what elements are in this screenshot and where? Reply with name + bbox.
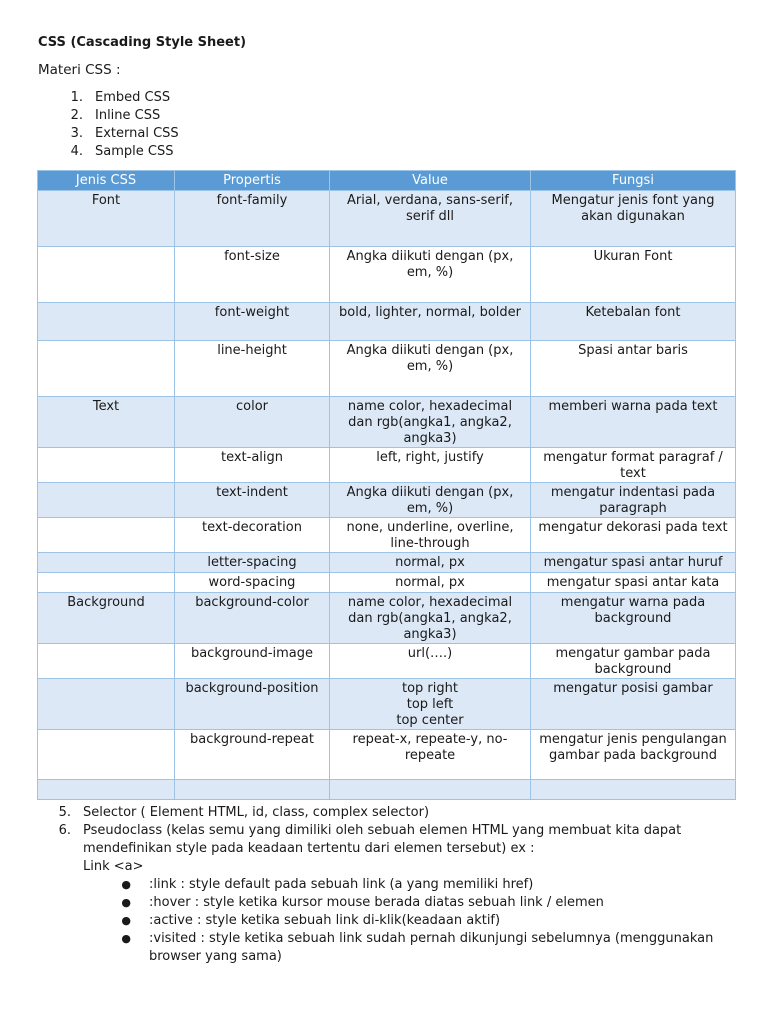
bullet-item bbox=[38, 876, 739, 894]
table-row bbox=[38, 448, 736, 483]
cell-jenis-css bbox=[38, 644, 175, 679]
cell-jenis-css bbox=[38, 553, 175, 573]
bullet-text: :visited : style ketika sebuah link sudah pernah dikunjungi sebelumnya (menggunakan browser yang sama) bbox=[149, 931, 714, 964]
css-properties-table bbox=[37, 170, 736, 800]
cell-jenis-css bbox=[38, 679, 175, 730]
cell-jenis-css bbox=[38, 518, 175, 553]
list-number: 4. bbox=[70, 144, 83, 159]
cell-jenis-css: Text bbox=[38, 397, 175, 448]
cell-propertis: color bbox=[175, 397, 330, 448]
cell-propertis: font-weight bbox=[175, 303, 330, 341]
bullet-icon: ● bbox=[121, 878, 131, 891]
cell-propertis: font-size bbox=[175, 247, 330, 303]
cell-fungsi: mengatur format paragraf / text bbox=[531, 448, 736, 483]
pseudoclass-list bbox=[38, 876, 739, 966]
cell-value: bold, lighter, normal, bolder bbox=[330, 303, 531, 341]
cell-jenis-css bbox=[38, 341, 175, 397]
table-row bbox=[38, 247, 736, 303]
list-number: 2. bbox=[70, 108, 83, 123]
table-row bbox=[38, 573, 736, 593]
cell-value: repeat-x, repeate-y, no-repeate bbox=[330, 730, 531, 780]
bullet-item bbox=[38, 930, 739, 966]
bullet-item bbox=[38, 894, 739, 912]
bullet-text: :link : style default pada sebuah link (a yang memiliki href) bbox=[149, 877, 534, 892]
list-number: 3. bbox=[70, 126, 83, 141]
materi-list bbox=[38, 89, 179, 161]
cell-fungsi: memberi warna pada text bbox=[531, 397, 736, 448]
cell-value: top right top left top center bbox=[330, 679, 531, 730]
cell-value: left, right, justify bbox=[330, 448, 531, 483]
intro-text: Materi CSS : bbox=[38, 62, 121, 78]
cell-fungsi: mengatur spasi antar huruf bbox=[531, 553, 736, 573]
list-text: Embed CSS bbox=[95, 90, 171, 105]
cell-fungsi: mengatur dekorasi pada text bbox=[531, 518, 736, 553]
cell-value: url(….) bbox=[330, 644, 531, 679]
cell-value: normal, px bbox=[330, 573, 531, 593]
cell-fungsi: mengatur gambar pada background bbox=[531, 644, 736, 679]
cell-fungsi: mengatur indentasi pada paragraph bbox=[531, 483, 736, 518]
cell-fungsi: Ketebalan font bbox=[531, 303, 736, 341]
list-item-5 bbox=[38, 804, 739, 822]
list-text: Sample CSS bbox=[95, 144, 174, 159]
table-row bbox=[38, 518, 736, 553]
cell-value: Arial, verdana, sans-serif, serif dll bbox=[330, 191, 531, 247]
cell-value bbox=[330, 780, 531, 800]
list-item-6 bbox=[38, 822, 739, 858]
list-item bbox=[38, 125, 179, 143]
cell-fungsi: mengatur spasi antar kata bbox=[531, 573, 736, 593]
bullet-text: :hover : style ketika kursor mouse berada diatas sebuah link / elemen bbox=[149, 895, 604, 910]
table-row bbox=[38, 191, 736, 247]
cell-fungsi: Ukuran Font bbox=[531, 247, 736, 303]
header-propertis: Propertis bbox=[175, 171, 330, 191]
cell-jenis-css bbox=[38, 780, 175, 800]
cell-propertis: font-family bbox=[175, 191, 330, 247]
table-row bbox=[38, 593, 736, 644]
list-item bbox=[38, 107, 179, 125]
cell-propertis: background-color bbox=[175, 593, 330, 644]
cell-value: name color, hexadecimal dan rgb(angka1, angka2, angka3) bbox=[330, 593, 531, 644]
cell-value: normal, px bbox=[330, 553, 531, 573]
cell-value: Angka diikuti dengan (px, em, %) bbox=[330, 483, 531, 518]
cell-propertis: text-indent bbox=[175, 483, 330, 518]
bullet-icon: ● bbox=[121, 932, 131, 945]
table-row bbox=[38, 780, 736, 800]
cell-propertis: text-align bbox=[175, 448, 330, 483]
header-value: Value bbox=[330, 171, 531, 191]
cell-jenis-css bbox=[38, 730, 175, 780]
cell-jenis-css bbox=[38, 247, 175, 303]
table-header-row bbox=[38, 171, 736, 191]
table-row bbox=[38, 483, 736, 518]
cell-jenis-css bbox=[38, 573, 175, 593]
cell-fungsi: mengatur jenis pengulangan gambar pada background bbox=[531, 730, 736, 780]
list-number: 5. bbox=[58, 805, 71, 820]
table-row bbox=[38, 397, 736, 448]
bullet-icon: ● bbox=[121, 896, 131, 909]
header-fungsi: Fungsi bbox=[531, 171, 736, 191]
cell-propertis: letter-spacing bbox=[175, 553, 330, 573]
cell-value: Angka diikuti dengan (px, em, %) bbox=[330, 341, 531, 397]
cell-propertis: background-position bbox=[175, 679, 330, 730]
table-row bbox=[38, 553, 736, 573]
cell-jenis-css bbox=[38, 303, 175, 341]
cell-propertis: word-spacing bbox=[175, 573, 330, 593]
table-row bbox=[38, 303, 736, 341]
list-item bbox=[38, 143, 179, 161]
cell-jenis-css: Background bbox=[38, 593, 175, 644]
list-number: 6. bbox=[58, 823, 71, 838]
bullet-item bbox=[38, 912, 739, 930]
list-text: External CSS bbox=[95, 126, 179, 141]
list-item bbox=[38, 89, 179, 107]
list-text: Pseudoclass (kelas semu yang dimiliki oleh sebuah elemen HTML yang membuat kita dapat mendefinikan style pada keadaan tertentu dari elemen tersebut) ex : bbox=[83, 823, 682, 856]
table-row bbox=[38, 730, 736, 780]
cell-fungsi bbox=[531, 780, 736, 800]
list-text: Inline CSS bbox=[95, 108, 161, 123]
list-number: 1. bbox=[70, 90, 83, 105]
cell-value: Angka diikuti dengan (px, em, %) bbox=[330, 247, 531, 303]
cell-jenis-css: Font bbox=[38, 191, 175, 247]
list-text: Selector ( Element HTML, id, class, complex selector) bbox=[83, 805, 430, 820]
cell-propertis: background-image bbox=[175, 644, 330, 679]
bullet-icon: ● bbox=[121, 914, 131, 927]
link-label: Link <a> bbox=[83, 859, 144, 874]
cell-fungsi: Spasi antar baris bbox=[531, 341, 736, 397]
cell-propertis: text-decoration bbox=[175, 518, 330, 553]
header-jenis-css: Jenis CSS bbox=[38, 171, 175, 191]
table-row bbox=[38, 679, 736, 730]
cell-propertis bbox=[175, 780, 330, 800]
cell-propertis: line-height bbox=[175, 341, 330, 397]
bullet-text: :active : style ketika sebuah link di-klik(keadaan aktif) bbox=[149, 913, 501, 928]
cell-fungsi: Mengatur jenis font yang akan digunakan bbox=[531, 191, 736, 247]
table-body bbox=[38, 191, 736, 800]
document-title: CSS (Cascading Style Sheet) bbox=[38, 35, 247, 50]
bottom-section bbox=[38, 804, 739, 966]
cell-value: name color, hexadecimal dan rgb(angka1, angka2, angka3) bbox=[330, 397, 531, 448]
cell-fungsi: mengatur warna pada background bbox=[531, 593, 736, 644]
cell-value: none, underline, overline, line-through bbox=[330, 518, 531, 553]
cell-jenis-css bbox=[38, 483, 175, 518]
table-row bbox=[38, 341, 736, 397]
cell-fungsi: mengatur posisi gambar bbox=[531, 679, 736, 730]
cell-jenis-css bbox=[38, 448, 175, 483]
cell-propertis: background-repeat bbox=[175, 730, 330, 780]
table-row bbox=[38, 644, 736, 679]
